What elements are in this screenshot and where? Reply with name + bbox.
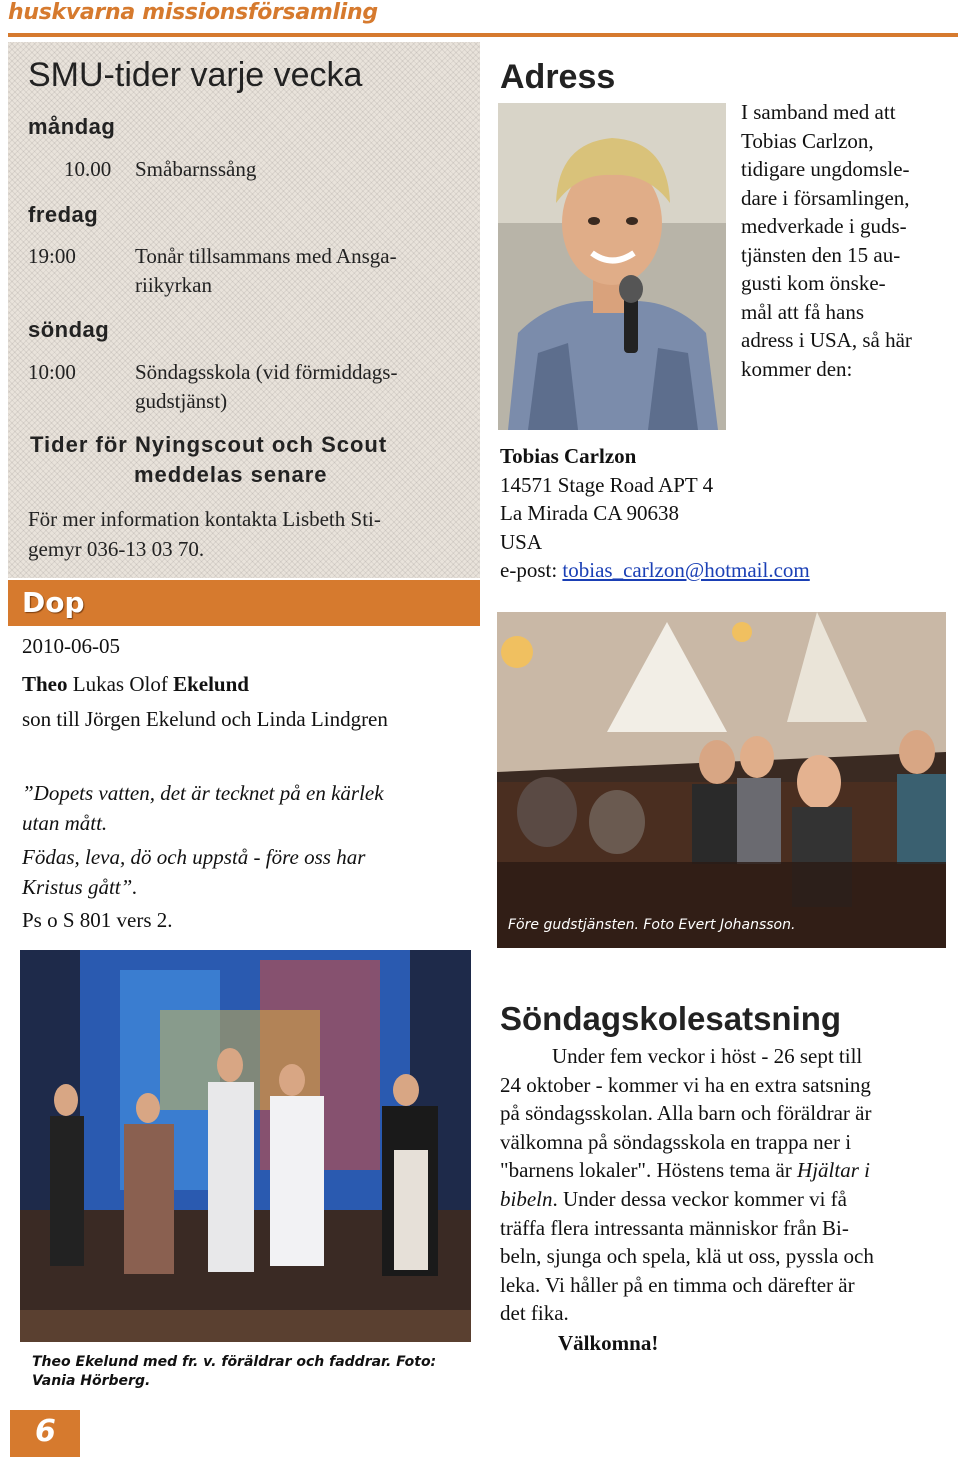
adress-intro-line: gusti kom önske-	[741, 271, 886, 295]
scout-notice-line1: Tider för Nyingscout och Scout	[30, 432, 388, 457]
address-city: La Mirada CA 90638	[500, 501, 680, 525]
page-number: 6	[35, 1414, 56, 1449]
baptized-surname: Ekelund	[173, 672, 249, 696]
sunday-activity-line2: gudstjänst)	[135, 389, 228, 413]
contact-info-line1: För mer information kontakta Lisbeth Sti-	[28, 507, 381, 531]
sunday-time: 10:00	[28, 360, 76, 384]
contact-info	[28, 504, 468, 564]
ss-line: "barnens lokaler". Höstens tema är	[500, 1158, 792, 1183]
adress-intro-line: tjänsten den 15 au-	[741, 242, 901, 267]
address-name: Tobias Carlzon	[500, 444, 637, 468]
page-number-badge	[10, 1410, 80, 1457]
baptism-quote	[22, 778, 472, 838]
ss-line: det fika.	[500, 1301, 569, 1326]
quote-line3: Födas, leva, dö och uppstå - före oss har	[22, 845, 366, 869]
adress-intro-line: I samband med att	[741, 100, 896, 124]
masthead-rule	[8, 33, 958, 37]
adress-intro-line: medverkade i guds-	[741, 214, 907, 238]
email-link[interactable]: tobias_carlzon@hotmail.com	[562, 558, 810, 582]
ss-line: 24 oktober - kommer vi ha en extra satsning	[500, 1072, 871, 1097]
dop-date: 2010-06-05	[22, 634, 120, 658]
photo2-caption	[32, 1353, 482, 1391]
day-sunday: söndag	[28, 317, 110, 342]
day-friday: fredag	[28, 202, 99, 227]
friday-time: 19:00	[28, 244, 76, 268]
baptism-photo	[20, 950, 471, 1342]
sondagsskola-body	[500, 1042, 946, 1328]
ss-line: välkomna på söndagsskola en trappa ner i	[500, 1129, 852, 1154]
adress-title: Adress	[500, 58, 616, 96]
email-label: e-post:	[500, 558, 558, 582]
quote-line4: Kristus gått”.	[22, 875, 138, 899]
baptized-name	[22, 672, 249, 697]
postal-address	[500, 442, 810, 585]
ss-line: beln, sjunga och spela, klä ut oss, pyssla och	[500, 1244, 874, 1269]
church-interior-photo	[497, 612, 946, 948]
adress-intro-line: kommer den:	[741, 356, 853, 381]
baptized-parents: son till Jörgen Ekelund och Linda Lindgren	[22, 707, 388, 731]
adress-intro-line: Tobias Carlzon,	[741, 128, 874, 153]
friday-activity-line2: riikyrkan	[135, 273, 212, 297]
ss-line: leka. Vi håller på en timma och därefter är	[500, 1272, 855, 1297]
sondagsskola-title: Söndagskolesatsning	[500, 1000, 842, 1037]
dop-title: Dop	[22, 586, 85, 619]
baptized-first-name: Theo	[22, 672, 68, 696]
monday-activity: Småbarnssång	[135, 157, 257, 181]
adress-intro	[741, 98, 953, 383]
smu-title: SMU-tider varje vecka	[28, 56, 363, 94]
scout-notice	[30, 430, 450, 490]
scout-notice-line2: meddelas senare	[134, 462, 328, 487]
friday-activity	[135, 242, 465, 300]
adress-intro-line: adress i USA, så här	[741, 328, 912, 352]
ss-line: Under fem veckor i höst - 26 sept till	[552, 1044, 863, 1068]
adress-intro-line: dare i församlingen,	[741, 185, 910, 210]
quote-line2: utan mått.	[22, 811, 108, 835]
masthead-title: huskvarna missionsförsamling	[8, 0, 378, 25]
address-email-row	[500, 556, 810, 585]
psalm-reference: Ps o S 801 vers 2.	[22, 908, 173, 932]
baptism-quote-cont	[22, 842, 472, 902]
portrait-photo	[498, 103, 726, 430]
contact-info-line2: gemyr 036-13 03 70.	[28, 537, 205, 561]
adress-intro-line: tidigare ungdomsle-	[741, 157, 910, 181]
photo1-caption: Före gudstjänsten. Foto Evert Johansson.	[508, 917, 796, 933]
address-street: 14571 Stage Road APT 4	[500, 472, 714, 497]
friday-activity-line1: Tonår tillsammans med Ansga-	[135, 244, 397, 268]
ss-line: träffa flera intressanta människor från Bi-	[500, 1215, 849, 1240]
photo2-caption-line1: Theo Ekelund med fr. v. föräldrar och faddrar. Foto:	[32, 1354, 437, 1370]
ss-line: på söndagsskolan. Alla barn och föräldrar är	[500, 1101, 872, 1126]
sunday-activity-line1: Söndagsskola (vid förmiddags-	[135, 360, 398, 384]
ss-theme-part2: bibeln	[500, 1186, 553, 1211]
sunday-activity	[135, 358, 465, 416]
ss-after-theme: . Under dessa veckor kommer vi få	[552, 1186, 847, 1211]
quote-line1: ”Dopets vatten, det är tecknet på en kärlek	[22, 781, 384, 805]
monday-time: 10.00	[64, 157, 112, 181]
day-monday: måndag	[28, 114, 116, 139]
adress-intro-line: mål att få hans	[741, 299, 865, 324]
ss-theme-part1: Hjältar i	[797, 1158, 870, 1183]
sondagsskola-welcome: Välkomna!	[558, 1331, 659, 1355]
photo2-caption-line2: Vania Hörberg.	[32, 1373, 151, 1389]
baptized-middle-names: Lukas Olof	[72, 672, 168, 696]
address-country: USA	[500, 529, 543, 554]
